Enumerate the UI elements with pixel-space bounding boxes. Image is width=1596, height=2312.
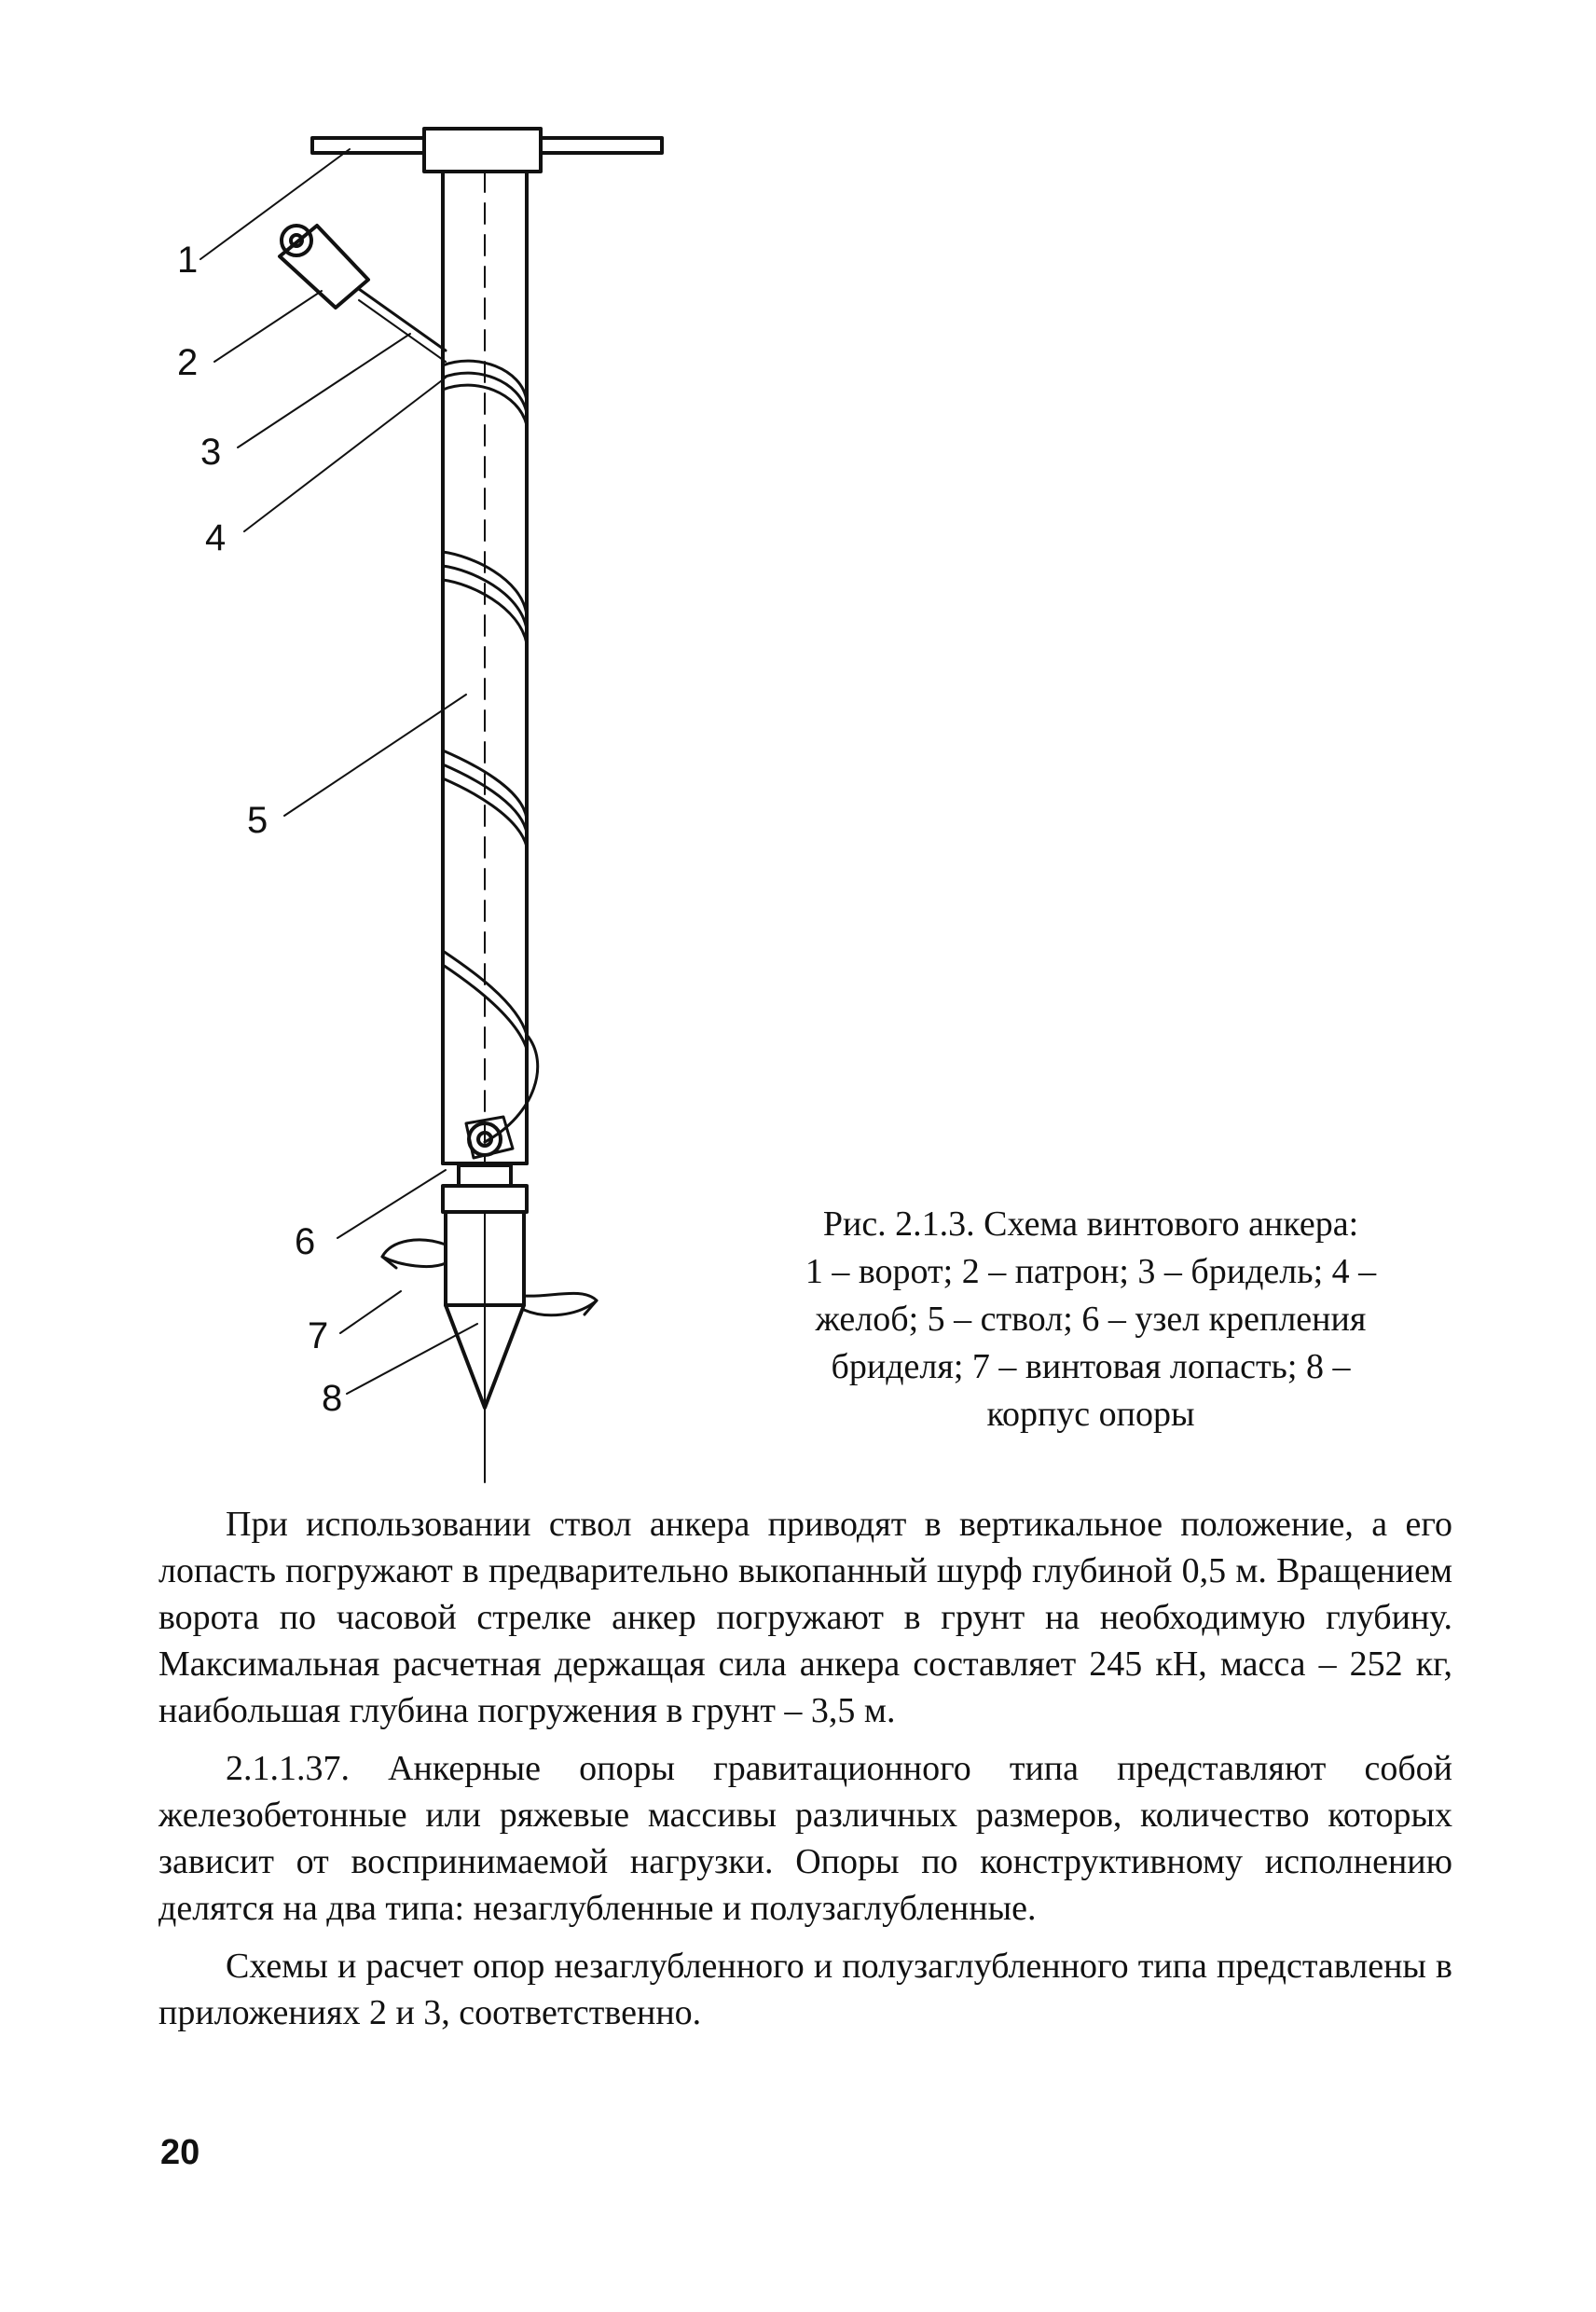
- callout-5: 5: [247, 800, 268, 841]
- crank-handle: [312, 129, 662, 172]
- callout-3: 3: [200, 432, 222, 473]
- figure-caption: [736, 1201, 1445, 1438]
- caption-line: корпус опоры: [986, 1395, 1195, 1434]
- coupling: [443, 1165, 527, 1212]
- callout-8: 8: [322, 1378, 343, 1419]
- body-text: [158, 1501, 1452, 2047]
- shaft: [443, 172, 527, 1165]
- paragraph: 2.1.1.37. Анкерные опоры гравитационного типа представляют собой железобетонные или ряжевые массивы различных размеров, количество которых зависит от воспринимаемой нагрузки. Опоры по конструктивному исполнению делятся на два типа: незаглубленные и полузаглубленные.: [158, 1749, 1452, 1928]
- caption-line: бриделя; 7 – винтовая лопасть; 8 –: [831, 1347, 1351, 1386]
- caption-line: 1 – ворот; 2 – патрон; 3 – бридель; 4 –: [805, 1252, 1377, 1291]
- callout-leaders: [200, 149, 477, 1394]
- callout-6: 6: [295, 1221, 316, 1262]
- paragraph: При использовании ствол анкера приводят в вертикальное положение, а его лопасть погружают в предварительно выкопанный шурф глубиной 0,5 м. Вращением ворота по часовой стрелке анкер погружают в грунт на необходимую глубину. Максимальная расчетная держащая сила анкера составляет 245 кН, масса – 252 кг, наибольшая глубина погружения в грунт – 3,5 м.: [158, 1505, 1452, 1730]
- bridle-attachment: [466, 1117, 513, 1158]
- helical-groove: [443, 361, 538, 1142]
- caption-line: желоб; 5 – ствол; 6 – узел крепления: [815, 1300, 1367, 1339]
- screw-blade-right: [524, 1293, 597, 1314]
- caption-line: Рис. 2.1.3. Схема винтового анкера:: [822, 1204, 1359, 1244]
- screw-blade-left: [382, 1240, 446, 1268]
- callout-1: 1: [177, 240, 199, 281]
- paragraph: Схемы и расчет опор незаглубленного и полузаглубленного типа представлены в приложениях 2 и 3, соответственно.: [158, 1947, 1452, 2032]
- page-number: 20: [160, 2133, 200, 2172]
- cartridge: [280, 226, 446, 362]
- callout-7: 7: [308, 1315, 329, 1356]
- callout-2: 2: [177, 342, 199, 383]
- callout-4: 4: [205, 517, 227, 558]
- support-body: [446, 1212, 524, 1482]
